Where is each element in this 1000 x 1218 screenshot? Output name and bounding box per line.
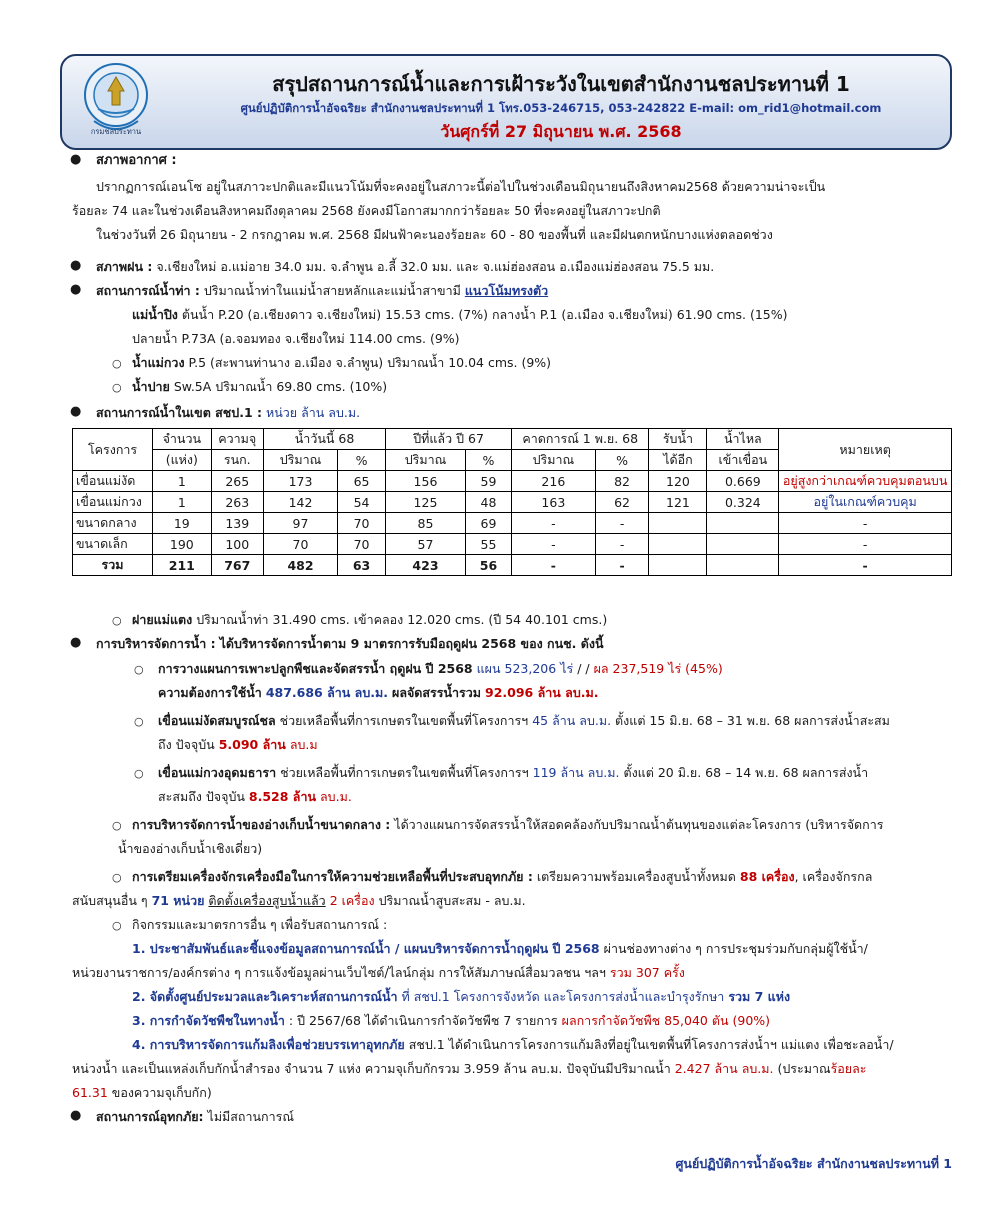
- management-heading: การบริหารจัดการน้ำ : ได้บริหารจัดการน้ำตาม 9 มาตรการรับมือฤดูฝน 2568 ของ กนช. ดังนี้: [96, 636, 604, 651]
- col-last-year: ปีที่แล้ว ปี 67: [386, 429, 512, 450]
- col-today: น้ำวันนี้ 68: [263, 429, 385, 450]
- remark-ngat: อยู่สูงกว่าเกณฑ์ควบคุมตอนบน: [779, 471, 952, 492]
- col-project: โครงการ: [73, 429, 153, 471]
- bullet-icon: ●: [70, 282, 82, 297]
- table-row: เขื่อนแม่กวง 1 263 142 54 125 48 163 62 121 0.324 อยู่ในเกณฑ์ควบคุม: [73, 492, 952, 513]
- activity-4-cont-2: 61.31 ของความจุเก็บกัก): [72, 1085, 212, 1100]
- activity-3: 3. การกำจัดวัชพืชในทางน้ำ : ปี 2567/68 ได้ดำเนินการกำจัดวัชพืช 7 รายการ ผลการกำจัดวัชพืช 85,040 ตัน (90%): [132, 1013, 771, 1028]
- circle-bullet-icon: ○: [134, 715, 144, 728]
- circle-bullet-icon: ○: [112, 919, 122, 932]
- royal-irrigation-department-logo: [80, 61, 152, 139]
- col-count: จำนวน: [153, 429, 211, 450]
- col-receivable: รับน้ำ: [649, 429, 707, 450]
- activity-4: 4. การบริหารจัดการแก้มลิงเพื่อช่วยบรรเทาอุทกภัย สชป.1 ได้ดำเนินการโครงการแก้มลิงที่อยู่ในเขตพื้นที่โครงการส่งน้ำฯ แม่แตง เพื่อชะลอน้ำ/: [132, 1037, 894, 1052]
- contact-line: ศูนย์ปฏิบัติการน้ำอัจฉริยะ สำนักงานชลประทานที่ 1 โทร.053-246715, 053-242822 E-mail: om_rid1@hotmail.com: [240, 101, 882, 115]
- activity-1-cont: หน่วยงานราชการ/องค์กรต่าง ๆ การแจ้งข้อมูลผ่านเว็บไซต์/ไลน์กลุ่ม การให้สัมภาษณ์สื่อมวลชน ฯลฯ รวม 307 ครั้ง: [72, 965, 685, 980]
- kuang-river-line: น้ำแม่กวง P.5 (สะพานท่านาง อ.เมือง จ.ลำพูน) ปริมาณน้ำ 10.04 cms. (9%): [132, 355, 552, 370]
- circle-bullet-icon: ○: [112, 614, 122, 627]
- rain-line: สภาพฝน : จ.เชียงใหม่ อ.แม่อาย 34.0 มม. จ.ลำพูน อ.ลี้ 32.0 มม. และ จ.แม่ฮ่องสอน อ.เมืองแม่ฮ่องสอน 75.5 มม.: [96, 259, 715, 274]
- circle-bullet-icon: ○: [112, 819, 122, 832]
- footer-signature: ศูนย์ปฏิบัติการน้ำอัจฉริยะ สำนักงานชลประทานที่ 1: [675, 1156, 952, 1171]
- pai-river-line: น้ำปาย Sw.5A ปริมาณน้ำ 69.80 cms. (10%): [132, 379, 388, 394]
- bullet-icon: ●: [70, 1108, 82, 1123]
- medium-reservoir-line-2: น้ำของอ่างเก็บน้ำเชิงเดี่ยว): [118, 841, 263, 856]
- bullet-icon: ●: [70, 404, 82, 419]
- page-title: สรุปสถานการณ์น้ำและการเฝ้าระวังในเขตสำนักงานชลประทานที่ 1: [272, 72, 850, 96]
- water-demand-line: ความต้องการใช้น้ำ 487.686 ล้าน ลบ.ม. ผลจัดสรรน้ำรวม 92.096 ล้าน ลบ.ม.: [158, 685, 599, 700]
- weather-paragraph-2: ในช่วงวันที่ 26 มิถุนายน - 2 กรกฎาคม พ.ศ. 2568 มีฝนฟ้าคะนองร้อยละ 60 - 80 ของพื้นที่ และมีฝนตกหนักบางแห่งตลอดช่วง: [96, 227, 773, 242]
- circle-bullet-icon: ○: [134, 767, 144, 780]
- bullet-icon: ●: [70, 635, 82, 650]
- col-inflow: น้ำไหล: [707, 429, 779, 450]
- bullet-icon: ●: [70, 152, 82, 167]
- runoff-trend: แนวโน้มทรงตัว: [464, 283, 549, 298]
- plan-line: การวางแผนการเพาะปลูกพืชและจัดสรรน้ำ ฤดูฝน ปี 2568 แผน 523,206 ไร่ / / ผล 237,519 ไร่ (45%): [158, 661, 723, 676]
- machinery-line-2: สนับสนุนอื่น ๆ 71 หน่วย ติดตั้งเครื่องสูบน้ำแล้ว 2 เครื่อง ปริมาณน้ำสูบสะสม - ลบ.ม.: [72, 893, 526, 908]
- report-date: วันศุกร์ที่ 27 มิถุนายน พ.ศ. 2568: [440, 122, 682, 141]
- reservoir-heading: สถานการณ์น้ำในเขต สชป.1 : หน่วย ล้าน ลบ.ม.: [96, 405, 361, 420]
- circle-bullet-icon: ○: [112, 381, 122, 394]
- weather-paragraph-1: ปรากฏการณ์เอนโซ อยู่ในสภาวะปกติและมีแนวโน้มที่จะคงอยู่ในสภาวะนี้ต่อไปในช่วงเดือนมิถุนายนถึงสิงหาคม2568 ด้วยความน่าจะเป็น: [96, 179, 826, 194]
- table-row: ขนาดเล็ก 190 100 70 70 57 55 - - -: [73, 534, 952, 555]
- ngat-dam-line-2: ถึง ปัจจุบัน 5.090 ล้าน ลบ.ม: [158, 737, 318, 752]
- weir-line: ฝายแม่แตง ปริมาณน้ำท่า 31.490 cms. เข้าคลอง 12.020 cms. (ปี 54 40.101 cms.): [132, 612, 608, 627]
- remark-kuang: อยู่ในเกณฑ์ควบคุม: [779, 492, 952, 513]
- report-header: [60, 54, 952, 150]
- activity-4-cont: หน่วงน้ำ และเป็นแหล่งเก็บกักน้ำสำรอง จำนวน 7 แห่ง ความจุเก็บกักรวม 3.959 ล้าน ลบ.ม. ปัจจุบันมีปริมาณน้ำ 2.427 ล้าน ลบ.ม. (ประมาณร้อยละ: [72, 1061, 867, 1076]
- flood-line: สถานการณ์อุทกภัย: ไม่มีสถานการณ์: [96, 1109, 294, 1124]
- table-row: ขนาดกลาง 19 139 97 70 85 69 - - -: [73, 513, 952, 534]
- circle-bullet-icon: ○: [112, 871, 122, 884]
- ping-downstream-line: ปลายน้ำ P.73A (อ.จอมทอง จ.เชียงใหม่ 114.00 cms. (9%): [132, 331, 460, 346]
- table-header-row: [73, 429, 952, 450]
- col-capacity: ความจุ: [211, 429, 263, 450]
- bullet-icon: ●: [70, 258, 82, 273]
- machinery-line: การเตรียมเครื่องจักรเครื่องมือในการให้ความช่วยเหลือพื้นที่ประสบอุทกภัย : เตรียมความพร้อมเครื่องสูบน้ำทั้งหมด 88 เครื่อง, เครื่องจักรกล: [132, 869, 873, 884]
- medium-reservoir-line: การบริหารจัดการน้ำของอ่างเก็บน้ำขนาดกลาง : ได้วางแผนการจัดสรรน้ำให้สอดคล้องกับปริมาณน้ำต้นทุนของแต่ละโครงการ (บริหารจัดการ: [132, 817, 884, 832]
- weather-paragraph-1-cont: ร้อยละ 74 และในช่วงเดือนสิงหาคมถึงตุลาคม 2568 ยังคงมีโอกาสมากกว่าร้อยละ 50 ที่จะคงอยู่ในสภาวะปกติ: [72, 203, 661, 218]
- circle-bullet-icon: ○: [134, 663, 144, 676]
- table-row: เขื่อนแม่งัด 1 265 173 65 156 59 216 82 120 0.669 อยู่สูงกว่าเกณฑ์ควบคุมตอนบน: [73, 471, 952, 492]
- activity-1: 1. ประชาสัมพันธ์และชี้แจงข้อมูลสถานการณ์น้ำ / แผนบริหารจัดการน้ำฤดูฝน ปี 2568 ผ่านช่องทางต่าง ๆ การประชุมร่วมกับกลุ่มผู้ใช้น้ำ/: [132, 941, 868, 956]
- ping-river-line: แม่น้ำปิง ต้นน้ำ P.20 (อ.เชียงดาว จ.เชียงใหม่) 15.53 cms. (7%) กลางน้ำ P.1 (อ.เมือง จ.เชียงใหม่) 61.90 cms. (15%): [132, 307, 788, 322]
- table-total-row: รวม 211 767 482 63 423 56 - - -: [73, 555, 952, 576]
- kuang-dam-line-2: สะสมถึง ปัจจุบัน 8.528 ล้าน ลบ.ม.: [158, 789, 352, 804]
- runoff-line: สถานการณ์น้ำท่า : ปริมาณน้ำท่าในแม่น้ำสายหลักและแม่น้ำสาขามี แนวโน้มทรงตัว: [96, 283, 549, 298]
- col-remark: หมายเหตุ: [779, 429, 952, 471]
- kuang-dam-line: เขื่อนแม่กวงอุดมธารา ช่วยเหลือพื้นที่การเกษตรในเขตพื้นที่โครงการฯ 119 ล้าน ลบ.ม. ตั้งแต่ 20 มิ.ย. 68 – 14 พ.ย. 68 ผลการส่งน้ำ: [158, 765, 869, 780]
- table-subheader-row: (แห่ง) รนก. ปริมาณ % ปริมาณ % ปริมาณ % ได้อีก เข้าเขื่อน: [73, 450, 952, 471]
- reservoir-table: [72, 428, 952, 576]
- activity-heading: กิจกรรมและมาตรการอื่น ๆ เพื่อรับสถานการณ์ :: [132, 917, 388, 932]
- weather-heading: สภาพอากาศ :: [96, 153, 177, 168]
- circle-bullet-icon: ○: [112, 357, 122, 370]
- ngat-dam-line: เขื่อนแม่งัดสมบูรณ์ชล ช่วยเหลือพื้นที่การเกษตรในเขตพื้นที่โครงการฯ 45 ล้าน ลบ.ม. ตั้งแต่ 15 มิ.ย. 68 – 31 พ.ย. 68 ผลการส่งน้ำสะสม: [158, 713, 890, 728]
- col-forecast: คาดการณ์ 1 พ.ย. 68: [512, 429, 649, 450]
- logo-text: กรมชลประทาน: [90, 127, 142, 136]
- activity-2: 2. จัดตั้งศูนย์ประมวลและวิเคราะห์สถานการณ์น้ำ ที่ สชป.1 โครงการจังหวัด และโครงการส่งน้ำและบำรุงรักษา รวม 7 แห่ง: [132, 989, 791, 1004]
